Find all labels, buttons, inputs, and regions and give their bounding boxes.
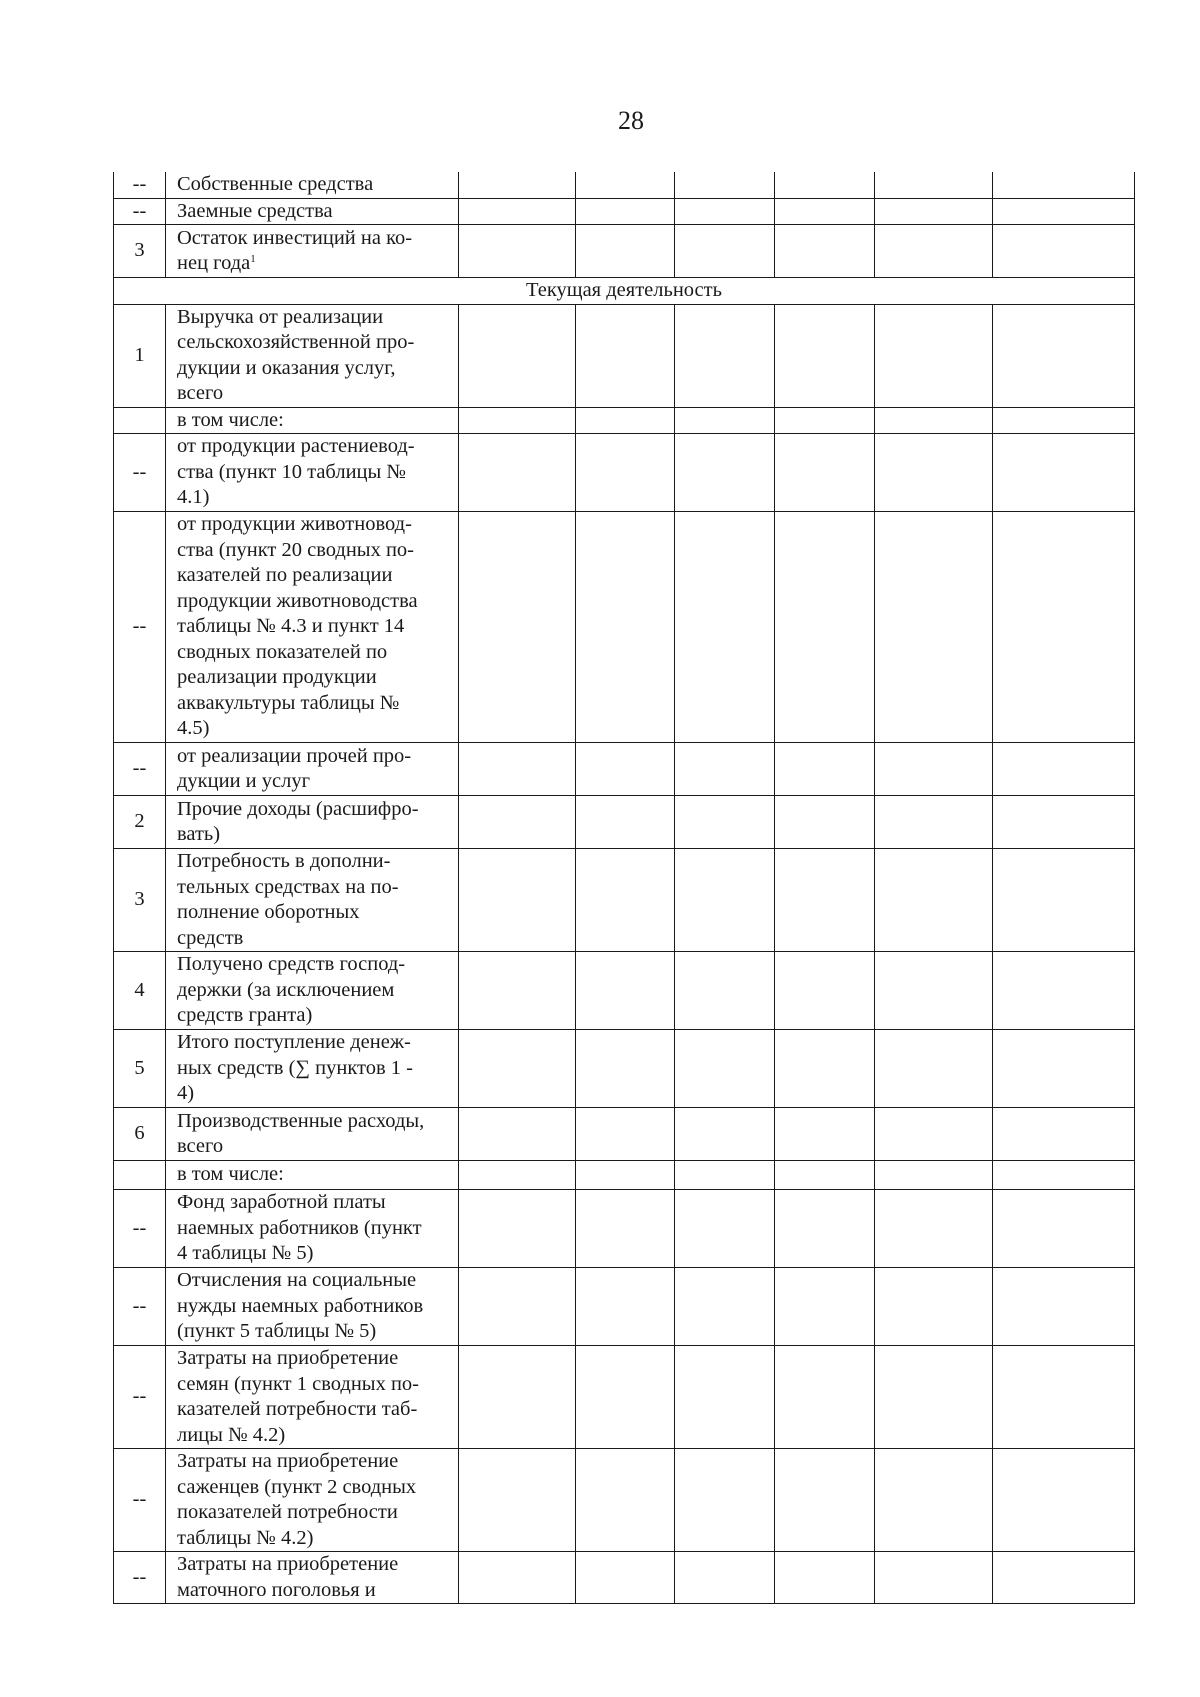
row-number: 4 [114,952,166,1030]
row-label [166,198,459,225]
empty-cell [576,1449,675,1552]
table-row [114,1268,1135,1346]
empty-cell [875,198,993,225]
empty-cell [775,1449,875,1552]
empty-cell [875,434,993,512]
empty-cell [576,1161,675,1190]
row-label-line: Остаток инвестиций на ко- [177,226,413,249]
row-label-line: нец года [177,252,251,274]
empty-cell [775,1552,875,1604]
empty-cell [775,1161,875,1190]
row-label-line: показателей потребности [177,1501,398,1523]
row-label-line: Затраты на приобретение [177,1347,399,1369]
row-label-line: от реализации прочей про- [177,744,412,767]
empty-cell [993,1552,1135,1604]
empty-cell [875,796,993,849]
empty-cell [993,796,1135,849]
table-row [114,434,1135,512]
empty-cell [775,407,875,434]
empty-cell [675,1346,775,1449]
empty-cell [459,1268,576,1346]
empty-cell [576,952,675,1030]
row-label-line: дукции и оказания услуг, [177,356,396,379]
row-label [166,952,459,1030]
empty-cell [875,225,993,278]
row-label-line: в том числе: [177,408,284,431]
empty-cell [675,1108,775,1161]
row-label [166,1552,459,1604]
table-row [114,796,1135,849]
financial-plan-table [113,172,1135,1604]
row-label [166,1268,459,1346]
row-number [114,1161,166,1190]
empty-cell [775,512,875,743]
row-label-line: ства (пункт 10 таблицы № [177,460,406,483]
empty-cell [675,796,775,849]
empty-cell [775,198,875,225]
empty-cell [675,304,775,407]
empty-cell [775,952,875,1030]
empty-cell [675,434,775,512]
table-row [114,1190,1135,1268]
row-label-line: Потребность в дополни- [177,850,391,872]
row-label-line: таблицы № 4.2) [177,1526,314,1549]
empty-cell [675,198,775,225]
empty-cell [775,1268,875,1346]
row-label [166,407,459,434]
row-label-line: тельных средствах на по- [177,875,399,898]
empty-cell [775,743,875,796]
empty-cell [459,1190,576,1268]
row-label-line: всего [177,382,224,404]
table-row [114,1552,1135,1604]
empty-cell [459,172,576,198]
row-label [166,849,459,952]
empty-cell [993,1161,1135,1190]
empty-cell [459,952,576,1030]
row-label-line: средств гранта) [177,1004,313,1027]
table-row [114,1030,1135,1108]
row-number: -- [114,512,166,743]
row-label [166,225,459,278]
empty-cell [675,1268,775,1346]
table-row [114,407,1135,434]
row-label-line: ных средств (∑ пунктов 1 - [177,1056,413,1079]
empty-cell [459,304,576,407]
row-label-line: лицы № 4.2) [177,1423,286,1446]
table-row [114,1161,1135,1190]
table-row [114,743,1135,796]
row-label-line: (пункт 5 таблицы № 5) [177,1320,377,1343]
table-row [114,225,1135,278]
table-row [114,172,1135,198]
empty-cell [775,172,875,198]
empty-cell [576,1190,675,1268]
row-label [166,1346,459,1449]
row-label [166,434,459,512]
row-label-line: Заемные средства [177,199,333,222]
row-label-line: средств [177,926,244,949]
row-number: -- [114,198,166,225]
row-label [166,172,459,198]
empty-cell [993,304,1135,407]
empty-cell [675,743,775,796]
empty-cell [993,1346,1135,1449]
empty-cell [993,743,1135,796]
row-label-line: Затраты на приобретение [177,1450,399,1472]
empty-cell [675,1190,775,1268]
empty-cell [459,1030,576,1108]
row-label [166,743,459,796]
empty-cell [993,849,1135,952]
row-label [166,796,459,849]
row-label-line: казателей потребности таб- [177,1398,418,1420]
table-row [114,198,1135,225]
empty-cell [576,198,675,225]
row-label-line: держки (за исключением [177,978,395,1001]
empty-cell [459,407,576,434]
empty-cell [875,407,993,434]
empty-cell [993,1030,1135,1108]
empty-cell [576,407,675,434]
row-label-line: Фонд заработной платы [177,1191,386,1214]
table-row [114,512,1135,743]
row-number: -- [114,743,166,796]
section-title: Текущая деятельность [114,278,1135,305]
row-label-line: полнение оборотных [177,901,360,923]
footnote-marker: 1 [250,253,256,265]
table-row [114,1346,1135,1449]
section-row [114,278,1135,305]
empty-cell [576,743,675,796]
empty-cell [576,304,675,407]
row-label-line: нужды наемных работников [177,1294,424,1317]
row-label-line: сельскохозяйственной про- [177,331,415,353]
empty-cell [675,512,775,743]
empty-cell [459,434,576,512]
row-label-line: от продукции растениевод- [177,435,415,458]
row-number: 2 [114,796,166,849]
empty-cell [775,225,875,278]
empty-cell [993,434,1135,512]
empty-cell [875,172,993,198]
row-number: 1 [114,304,166,407]
empty-cell [775,304,875,407]
row-label-line: семян (пункт 1 сводных по- [177,1372,420,1395]
row-label-line: от продукции животновод- [177,513,412,536]
empty-cell [875,304,993,407]
empty-cell [875,1108,993,1161]
empty-cell [675,1552,775,1604]
empty-cell [675,225,775,278]
empty-cell [459,225,576,278]
empty-cell [576,796,675,849]
empty-cell [993,512,1135,743]
empty-cell [875,1346,993,1449]
empty-cell [675,1030,775,1108]
table-row [114,1449,1135,1552]
row-number [114,407,166,434]
empty-cell [775,1108,875,1161]
row-number: 6 [114,1108,166,1161]
row-label-line: 4.5) [177,717,210,740]
row-label-line: Собственные средства [177,173,374,195]
row-label-line: реализации продукции [177,666,377,689]
table-row [114,849,1135,952]
row-label-line: Итого поступление денеж- [177,1031,411,1054]
empty-cell [775,1030,875,1108]
empty-cell [875,1161,993,1190]
row-label-line: маточного поголовья и [177,1578,376,1601]
row-label [166,1161,459,1190]
row-number: 5 [114,1030,166,1108]
row-number: -- [114,1552,166,1604]
empty-cell [576,1552,675,1604]
row-label [166,1449,459,1552]
row-label-line: аквакультуры таблицы № [177,691,400,714]
empty-cell [775,1346,875,1449]
row-number: -- [114,1190,166,1268]
empty-cell [993,952,1135,1030]
row-label [166,512,459,743]
row-label-line: дукции и услуг [177,770,311,792]
empty-cell [993,1449,1135,1552]
empty-cell [775,796,875,849]
empty-cell [993,198,1135,225]
empty-cell [576,849,675,952]
row-label-line: вать) [177,823,221,845]
empty-cell [993,407,1135,434]
empty-cell [459,1449,576,1552]
empty-cell [675,1449,775,1552]
empty-cell [576,1108,675,1161]
row-label-line: казателей по реализации [177,564,393,587]
row-label-line: Получено средств господ- [177,953,406,976]
empty-cell [459,1552,576,1604]
row-label-line: в том числе: [177,1163,284,1186]
row-label-line: Отчисления на социальные [177,1269,417,1292]
row-label-line: Производственные расходы, [177,1109,425,1132]
row-label-line: наемных работников (пункт [177,1216,422,1239]
empty-cell [459,796,576,849]
empty-cell [576,172,675,198]
empty-cell [576,512,675,743]
empty-cell [875,952,993,1030]
row-label [166,304,459,407]
empty-cell [875,1030,993,1108]
empty-cell [576,1030,675,1108]
empty-cell [576,1268,675,1346]
row-label-line: 4.1) [177,486,210,509]
empty-cell [675,172,775,198]
empty-cell [576,1346,675,1449]
empty-cell [459,198,576,225]
row-label-line: саженцев (пункт 2 сводных [177,1475,417,1498]
empty-cell [459,1346,576,1449]
empty-cell [993,1268,1135,1346]
empty-cell [775,434,875,512]
empty-cell [993,1190,1135,1268]
table-row [114,304,1135,407]
row-number: 3 [114,225,166,278]
empty-cell [775,849,875,952]
empty-cell [875,1552,993,1604]
page-number: 28 [618,106,644,135]
row-number: -- [114,1268,166,1346]
row-label-line: ства (пункт 20 сводных по- [177,538,415,561]
row-label-line: 4 таблицы № 5) [177,1242,314,1265]
empty-cell [675,407,775,434]
empty-cell [459,1108,576,1161]
row-label-line: 4) [177,1082,195,1105]
empty-cell [875,1449,993,1552]
empty-cell [675,1161,775,1190]
empty-cell [459,849,576,952]
empty-cell [576,434,675,512]
empty-cell [576,225,675,278]
row-number: -- [114,1449,166,1552]
empty-cell [459,743,576,796]
empty-cell [875,1268,993,1346]
empty-cell [459,512,576,743]
row-label-line: Затраты на приобретение [177,1553,399,1575]
row-label-line: таблицы № 4.3 и пункт 14 [177,615,405,638]
empty-cell [993,1108,1135,1161]
row-number: -- [114,434,166,512]
row-label-line: продукции животноводства [177,589,418,612]
empty-cell [993,225,1135,278]
row-label-line: Выручка от реализации [177,305,384,328]
row-label-line: Прочие доходы (расшифро- [177,797,419,820]
row-label [166,1190,459,1268]
table-row [114,1108,1135,1161]
row-label-line: сводных показателей по [177,640,388,663]
row-label-line: всего [177,1135,224,1157]
row-number: 3 [114,849,166,952]
row-number: -- [114,172,166,198]
empty-cell [675,952,775,1030]
empty-cell [875,743,993,796]
empty-cell [993,172,1135,198]
table-row [114,952,1135,1030]
row-label [166,1030,459,1108]
empty-cell [875,849,993,952]
row-label [166,1108,459,1161]
empty-cell [875,512,993,743]
empty-cell [875,1190,993,1268]
empty-cell [459,1161,576,1190]
empty-cell [675,849,775,952]
empty-cell [775,1190,875,1268]
row-number: -- [114,1346,166,1449]
